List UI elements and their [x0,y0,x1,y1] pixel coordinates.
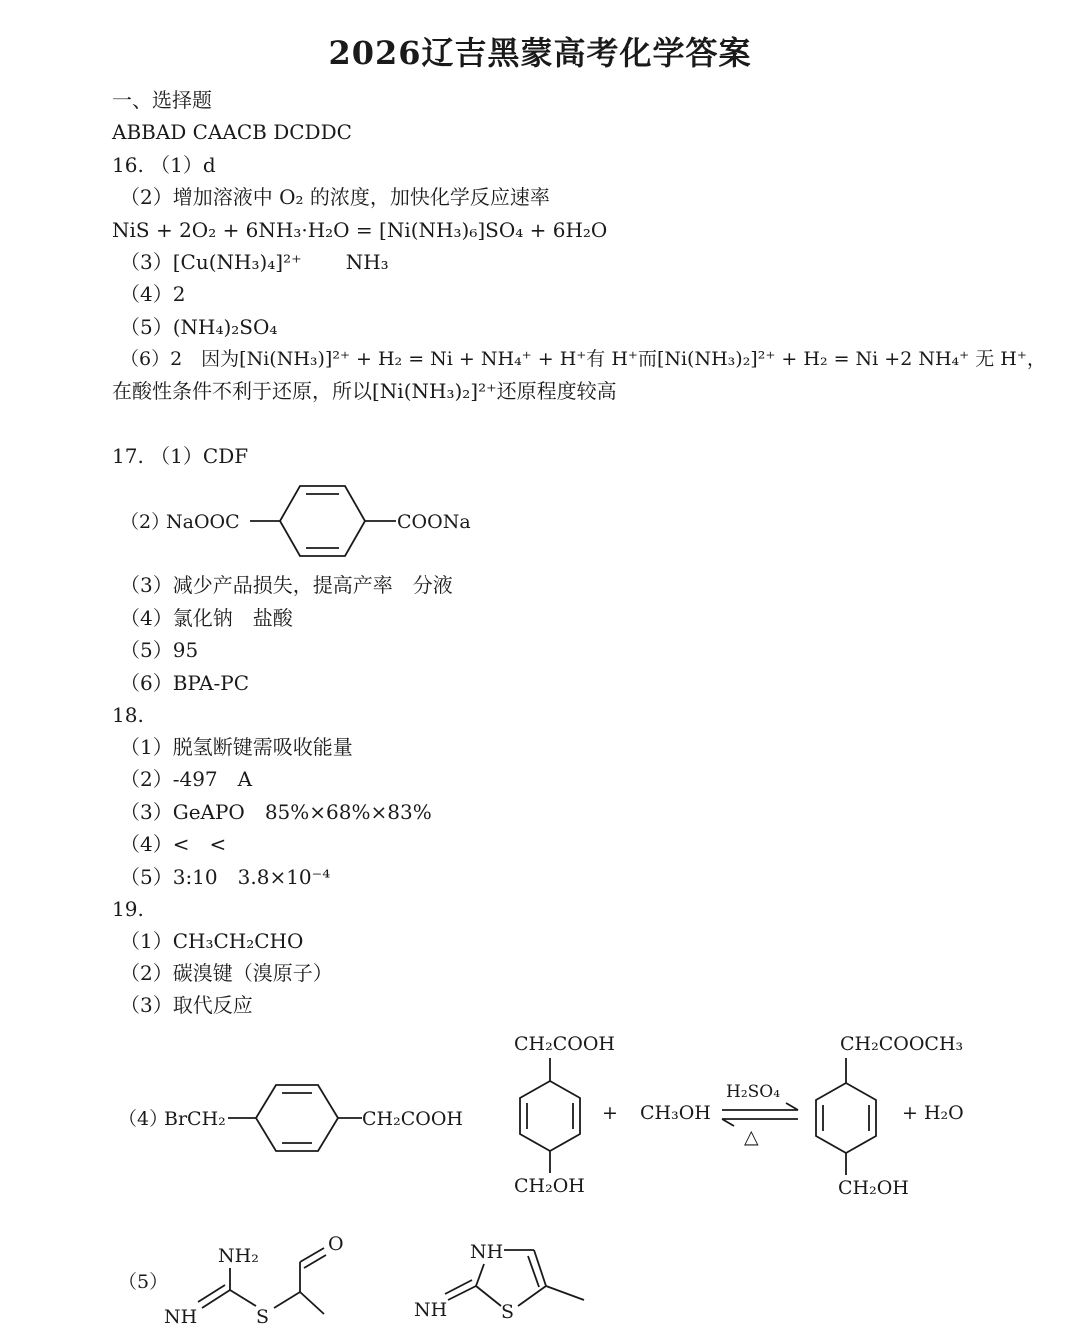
arrow-back-head [722,1119,734,1126]
s2-nh-left: NH [414,1299,448,1321]
s2-bond-s-c2 [476,1286,501,1306]
s1-bond-c-s [230,1290,256,1306]
q18-part2: （2）-497 A [120,767,253,791]
q17-part4: （4）氯化钠 盐酸 [120,606,293,630]
q19-part3: （3）取代反应 [120,993,253,1017]
q16-equation: NiS + 2O₂ + 6NH₃·H₂O = [Ni(NH₃)₆]SO₄ + 6H₂O [112,218,608,242]
benzene-ring-1 [256,1085,338,1151]
s1-nh: NH [164,1306,198,1328]
q19-part1: （1）CH₃CH₂CHO [120,929,304,953]
q17-naooc-group: NaOOC [166,511,240,533]
q16-part5: （5）(NH₄)₂SO₄ [120,315,278,339]
s2-bond-c2-n [476,1264,484,1286]
benzene-ring [280,486,365,556]
q17-coona-group: COONa [397,511,471,533]
q17-part3: （3）减少产品损失，提高产率 分液 [120,573,453,597]
s2-bond-c-s [518,1286,546,1306]
section-heading-choice: 一、选择题 [112,88,212,112]
q16-part3-complex: [Cu(NH₃)₄]²⁺ [172,250,302,274]
q18-part1: （1）脱氢断键需吸收能量 [120,735,353,759]
q16-part6-continued: 在酸性条件不利于还原，所以[Ni(NH₃)₂]²⁺还原程度较高 [112,379,617,403]
s1-bond-co-a [300,1248,324,1262]
q19-part5-structures [118,1228,618,1333]
q17-part6: （6）BPA-PC [120,671,250,695]
methanol: CH₃OH [640,1102,711,1124]
product-top-group: CH₂COOCH₃ [840,1033,964,1055]
q16-part2: （2）增加溶液中 O₂ 的浓度，加快化学反应速率 [120,185,550,209]
q17-part5: （5）95 [120,638,199,662]
s2-bond-c2-nh-a [448,1286,476,1300]
q17-part2-label: （2） [120,511,171,533]
arrow-forward-head [786,1103,798,1110]
q17-part1: 17. （1）CDF [112,444,249,468]
q19-part4-reaction [118,1025,978,1210]
reactant2-top-group: CH₂COOH [514,1033,615,1055]
benzene-ring-3 [816,1083,876,1153]
q19-part4-label: （4） [118,1108,169,1130]
s1-bond-s-ch [274,1292,300,1308]
q16-part3 [120,248,389,276]
plus-sign-1: + [602,1102,618,1124]
q16-part3-gas: NH₃ [345,250,389,274]
q16-part3-label: （3） [120,250,173,274]
s1-o: O [328,1233,344,1255]
s2-s: S [501,1301,515,1323]
reactant2-bottom-group: CH₂OH [514,1175,585,1197]
q16-part6: （6）2 因为[Ni(NH₃)]²⁺ + H₂ = Ni + NH₄⁺ + H⁺有 H⁺而[Ni(NH₃)₂]²⁺ + H₂ = Ni +2 NH₄⁺ 无 H⁺， [120,348,1046,370]
heat-symbol: △ [744,1126,759,1148]
q19-heading: 19. [112,897,144,921]
s2-bond-c2-nh-b [445,1280,472,1294]
s1-s: S [256,1306,270,1328]
ch2cooh-group: CH₂COOH [362,1108,463,1130]
s2-bond-methyl [546,1286,584,1300]
q16-part4: （4）2 [120,282,186,306]
q19-part2: （2）碳溴键（溴原子） [120,961,333,985]
s2-nh-top: NH [470,1241,504,1263]
s1-bond-c-nh-b [198,1285,225,1302]
q18-part5: （5）3:10 3.8×10⁻⁴ [120,865,331,889]
q16-part1: 16. （1）d [112,153,216,177]
mc-answers: ABBAD CAACB DCDDC [112,120,352,144]
plus-water: + H₂O [902,1102,964,1124]
catalyst-label: H₂SO₄ [726,1082,781,1102]
brch2-group: BrCH₂ [164,1108,226,1130]
q18-heading: 18. [112,703,144,727]
s1-bond-ch-ch3 [300,1292,324,1314]
q17-terephthalate-structure [120,478,500,568]
s1-nh2: NH₂ [218,1245,259,1267]
product-bottom-group: CH₂OH [838,1177,909,1199]
s1-bond-c-nh-a [202,1290,230,1308]
q19-part5-label: （5） [118,1271,169,1293]
q18-part3: （3）GeAPO 85%×68%×83% [120,800,432,824]
page-title: 2026辽吉黑蒙高考化学答案 [328,34,752,72]
q18-part4: （4）< < [120,832,227,856]
benzene-ring-2 [520,1081,580,1151]
